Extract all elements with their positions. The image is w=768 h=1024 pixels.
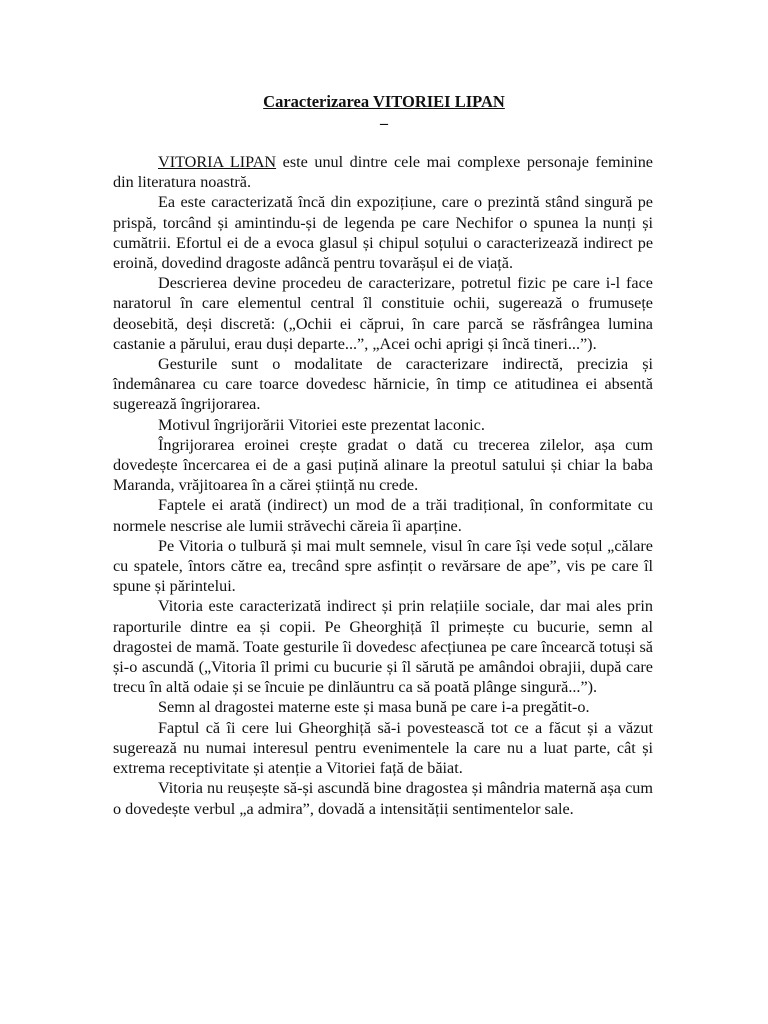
paragraph: Gesturile sunt o modalitate de caracterizare indirectă, precizia și îndemânarea cu care toarce dovedesc hărnicie, în timp ce atitudinea ei absentă sugerează îngrijorarea.: [113, 355, 653, 414]
paragraph: Faptul că îi cere lui Gheorghiță să-i povestească tot ce a făcut și a văzut sugerează nu numai interesul pentru evenimentele la care nu a luat parte, cât și extrema receptivitate și atenție a Vitoriei față de băiat.: [113, 718, 653, 778]
document-title: Caracterizarea VITORIEI LIPAN: [263, 92, 505, 111]
paragraph: Descrierea devine procedeu de caracterizare, potretul fizic pe care i-l face naratorul în care elementul central îl constituie ochii, sugerează o frumusețe deosebită, deși discretă: („Ochii ei căprui, în care parcă se răsfrângea lumina castanie a părului, erau duși departe...”, „Acei ochi aprigi și încă tineri...”).: [113, 274, 653, 353]
document-body: [113, 152, 653, 819]
intro-text: este unul dintre cele mai complexe personaje feminine din literatura noastră.: [113, 153, 653, 192]
title-dash: –: [380, 115, 388, 132]
paragraph-intro: [113, 152, 653, 192]
paragraph: Motivul îngrijorării Vitoriei este prezentat laconic.: [158, 415, 485, 434]
paragraph: Semn al dragostei materne este și masa bună pe care i-a pregătit-o.: [158, 698, 590, 717]
character-name: VITORIA LIPAN: [158, 153, 277, 171]
paragraph: Pe Vitoria o tulbură și mai mult semnele, visul în care își vede soțul „călare cu spatele, întors către ea, trecând spre asfințit o revărsare de ape”, vis pe care îl spune și părintelui.: [113, 536, 653, 596]
paragraph: Ea este caracterizată încă din expozițiune, care o prezintă stând singură pe prispă, torcând și amintindu-și de legenda pe care Nechifor o spunea la nunți și cumătrii. Efortul ei de a evoca glasul și chipul soțului o caracterizează indirect pe eroină, dovedind dragoste adâncă pentru tovarășul ei de viață.: [113, 193, 653, 273]
paragraph: Vitoria nu reușește să-și ascundă bine dragostea și mândria maternă așa cum o dovedește verbul „a admira”, dovadă a intensității sentimentelor sale.: [113, 779, 653, 818]
paragraph: Îngrijorarea eroinei crește gradat o dată cu trecerea zilelor, așa cum dovedește încercarea ei de a gasi puțină alinare la preotul satului și chiar la baba Maranda, vrăjitoarea în a cărei știință nu crede.: [113, 435, 653, 495]
paragraph: Vitoria este caracterizată indirect și prin relațiile sociale, dar mai ales prin raporturile dintre ea și copii. Pe Gheorghiță îl primește cu bucurie, semn al dragostei de mamă. Toate gesturile îi dovedesc afecțiunea pe care încearcă totuși să și-o ascundă („Vitoria îl primi cu bucurie și îl sărută pe amândoi obrajii, după care trecu în altă odaie și se încuie pe dinlăuntru ca să poată plânge singură...”).: [113, 597, 653, 697]
paragraph: Faptele ei arată (indirect) un mod de a trăi tradițional, în conformitate cu normele nescrise ale lumii străvechi căreia îi aparține.: [113, 496, 653, 535]
